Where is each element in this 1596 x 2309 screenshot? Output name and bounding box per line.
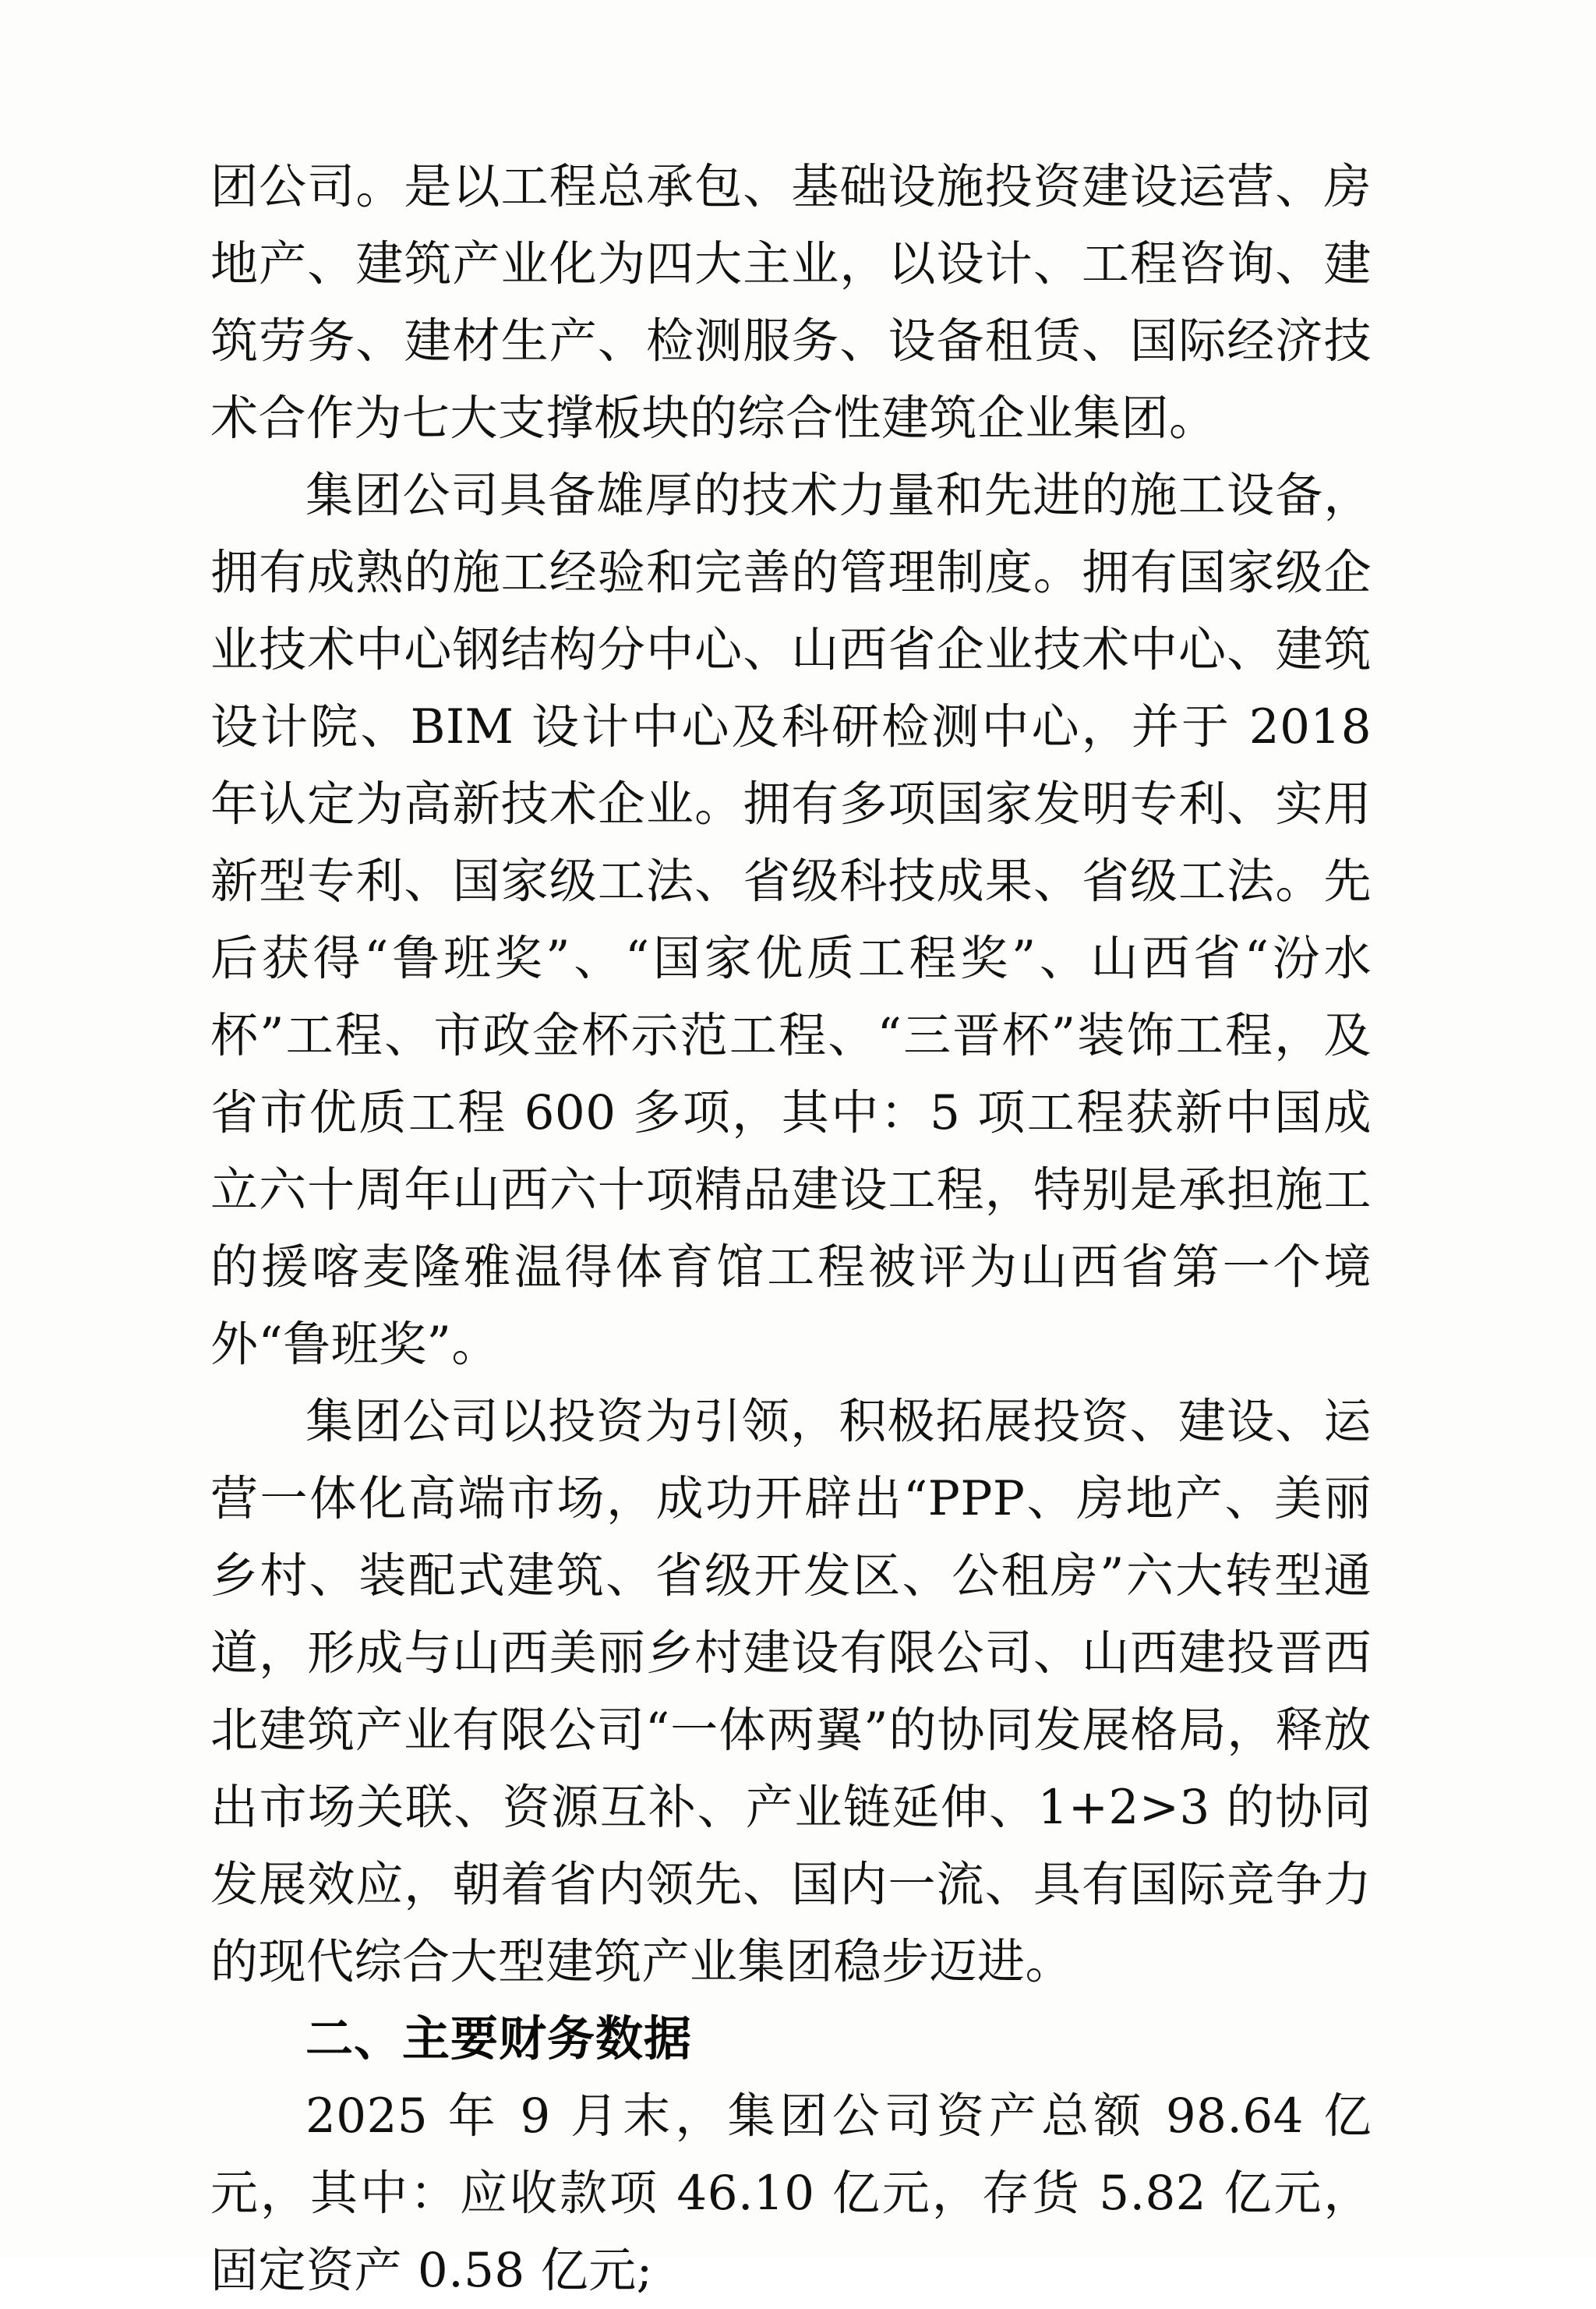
document-body bbox=[210, 148, 1372, 2309]
paragraph-investment: 集团公司以投资为引领，积极拓展投资、建设、运营一体化高端市场，成功开辟出“PPP、房地产、美丽乡村、装配式建筑、省级开发区、公租房”六大转型通道，形成与山西美丽乡村建设有限公司、山西建投晋西北建筑产业有限公司“一体两翼”的协同发展格局，释放出市场关联、资源互补、产业链延伸、1+2>3 的协同发展效应，朝着省内领先、国内一流、具有国际竞争力的现代综合大型建筑产业集团稳步迈进。 bbox=[210, 1394, 1372, 1989]
paragraph-financial-data: 2025 年 9 月末，集团公司资产总额 98.64 亿元，其中：应收款项 46.10 亿元，存货 5.82 亿元，固定资产 0.58 亿元; bbox=[210, 2088, 1372, 2298]
paragraph-technical-strength: 集团公司具备雄厚的技术力量和先进的施工设备，拥有成熟的施工经验和完善的管理制度。拥有国家级企业技术中心钢结构分中心、山西省企业技术中心、建筑设计院、BIM 设计中心及科研检测中心，并于 2018 年认定为高新技术企业。拥有多项国家发明专利、实用新型专利、国家级工法、省级科技成果、省级工法。先后获得“鲁班奖”、“国家优质工程奖”、山西省“汾水杯”工程、市政金杯示范工程、“三晋杯”装饰工程，及省市优质工程 600 多项，其中：5 项工程获新中国成立六十周年山西六十项精品建设工程，特别是承担施工的援喀麦隆雅温得体育馆工程被评为山西省第一个境外“鲁班奖”。 bbox=[210, 468, 1372, 1372]
section-heading-financial-data: 二、主要财务数据 bbox=[305, 2011, 693, 2067]
paragraph-continuation: 团公司。是以工程总承包、基础设施投资建设运营、房地产、建筑产业化为四大主业，以设计、工程咨询、建筑劳务、建材生产、检测服务、设备租赁、国际经济技术合作为七大支撑板块的综合性建筑企业集团。 bbox=[210, 159, 1372, 446]
